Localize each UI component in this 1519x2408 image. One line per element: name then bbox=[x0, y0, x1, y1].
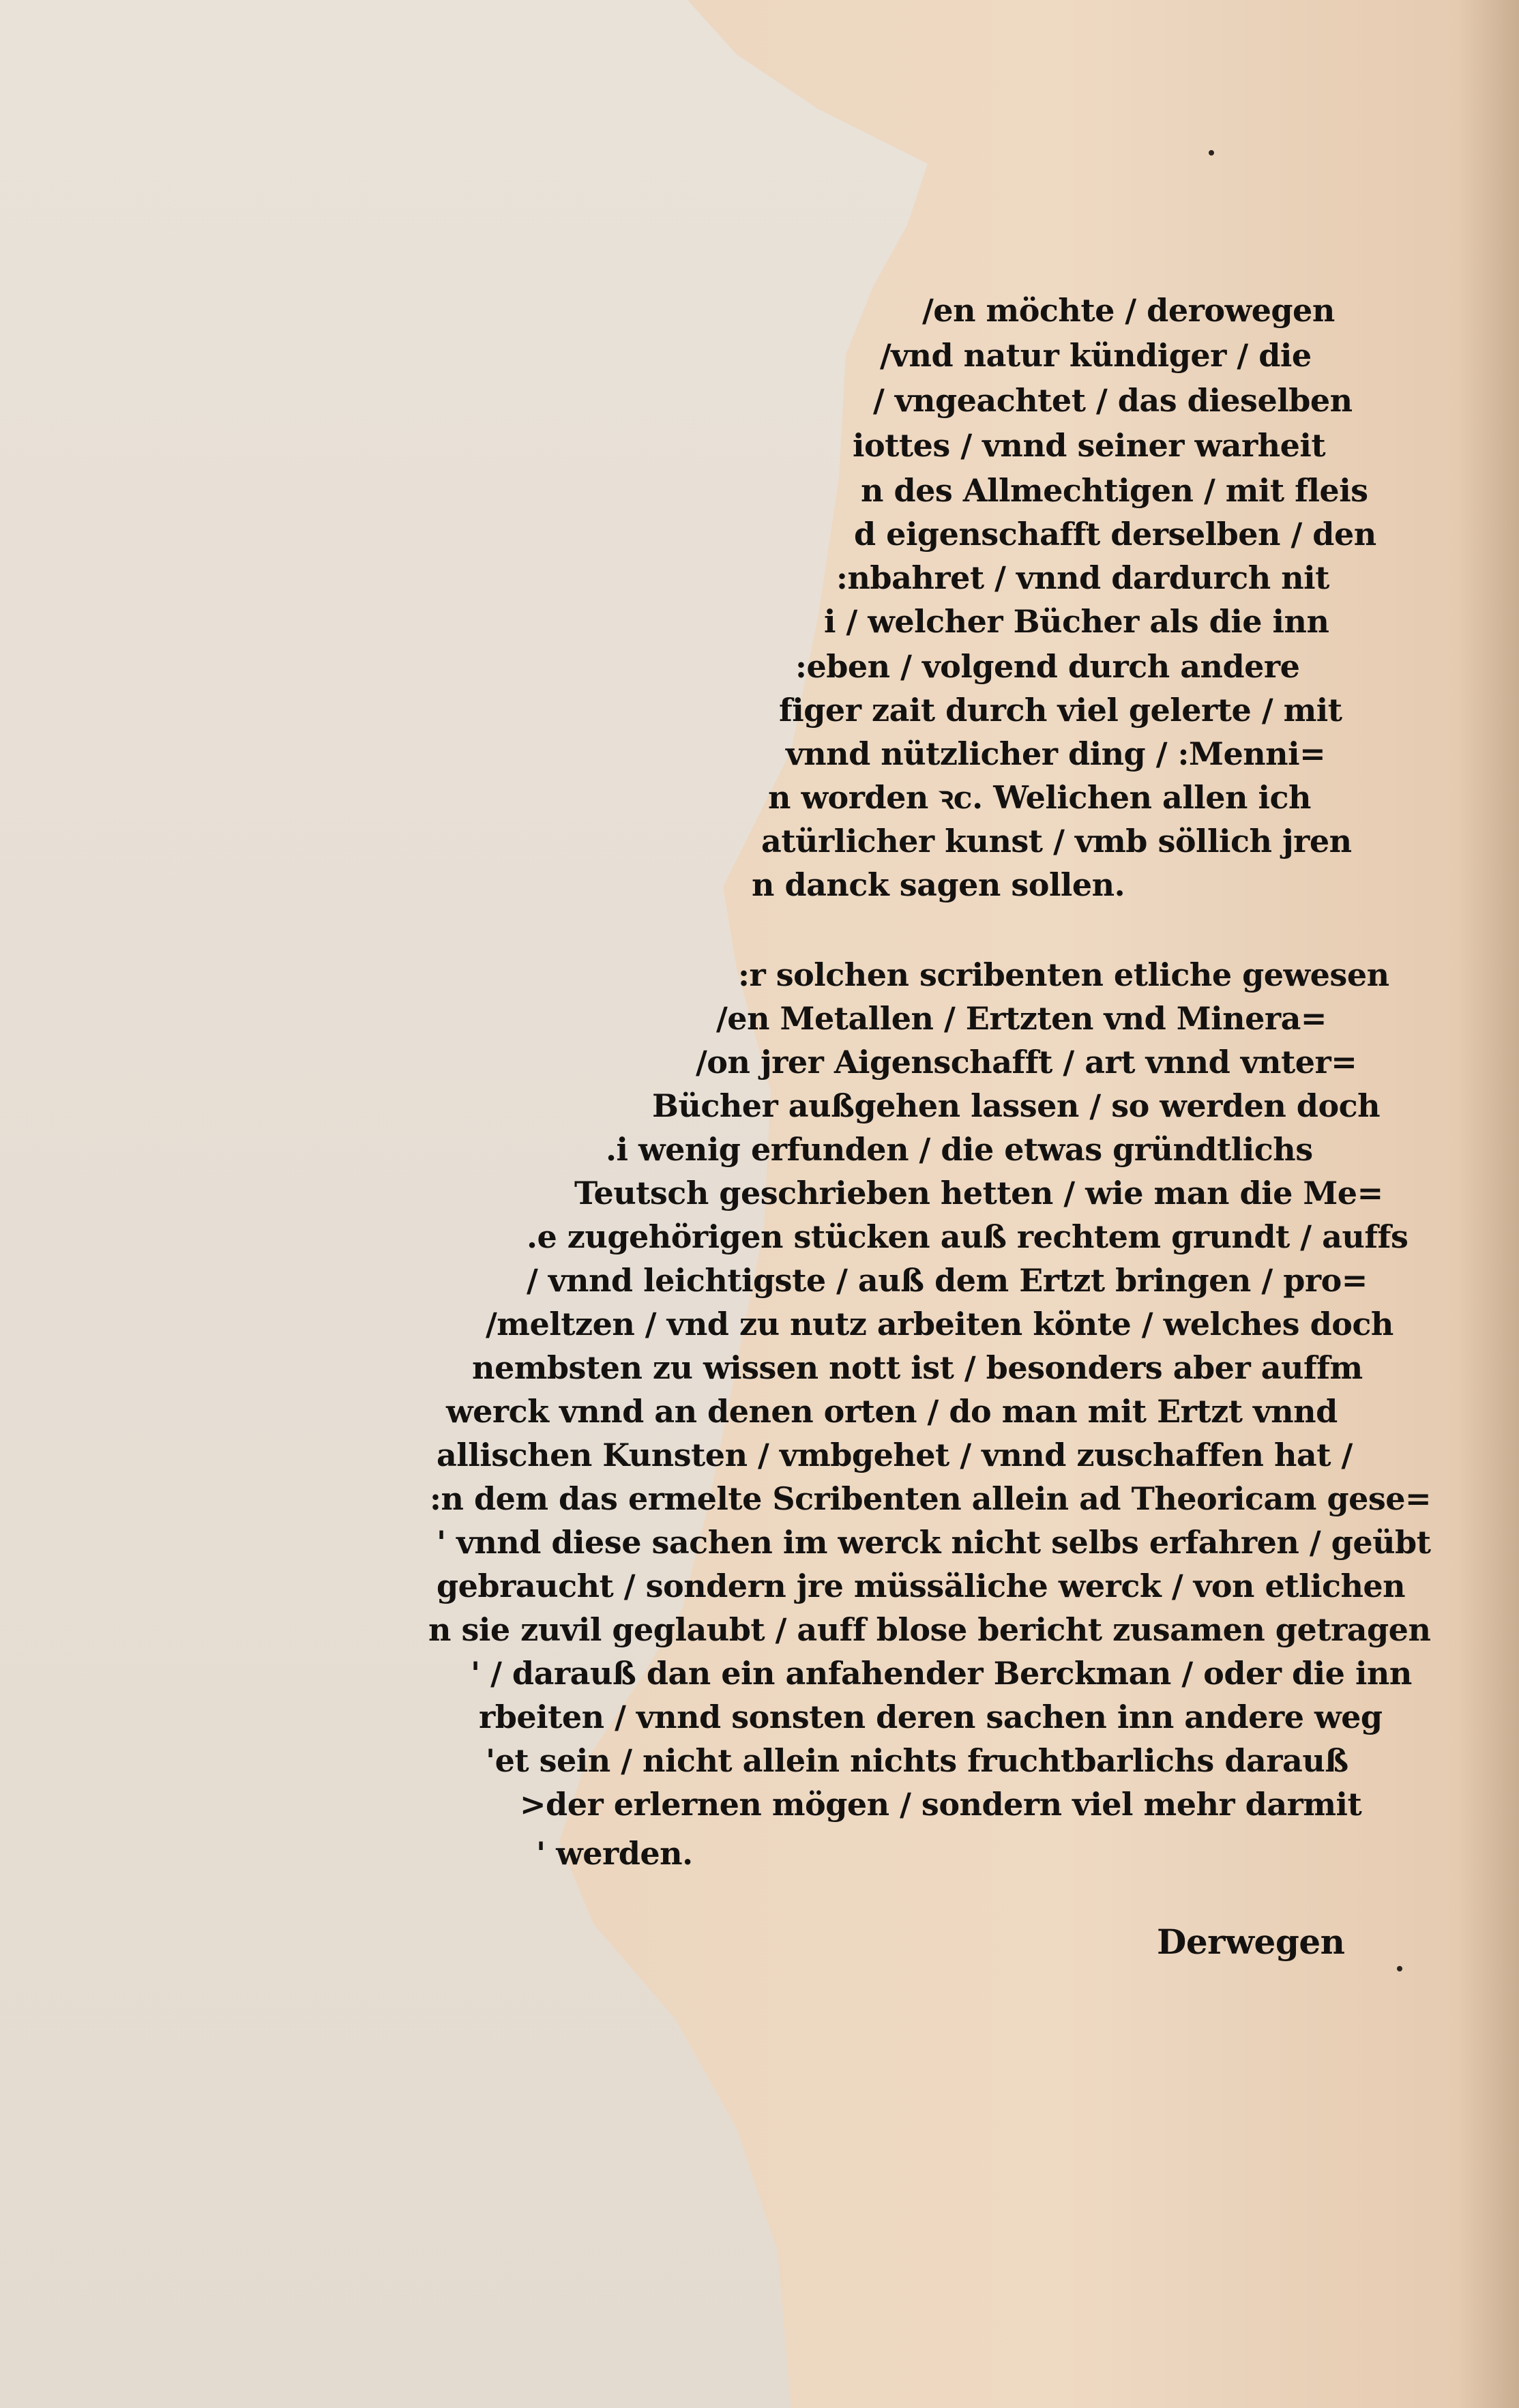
text-line: >der erlernen mögen / sondern viel mehr darmit bbox=[520, 1786, 1362, 1823]
text-line: :nbahret / vnnd dardurch nit bbox=[836, 559, 1329, 596]
text-line: n danck sagen sollen. bbox=[752, 866, 1125, 903]
text-line: vnnd nützlicher ding / :Menni= bbox=[786, 735, 1326, 772]
text-line: :r solchen scribenten etliche gewesen bbox=[738, 956, 1389, 993]
text-line: Bücher außgehen lassen / so werden doch bbox=[652, 1087, 1381, 1124]
text-line: n des Allmechtigen / mit fleis bbox=[861, 472, 1368, 509]
text-line: ' / darauß dan ein anfahender Berckman / oder die inn bbox=[471, 1655, 1412, 1692]
text-line: / vngeachtet / das dieselben bbox=[873, 382, 1353, 419]
text-line: iottes / vnnd seiner warheit bbox=[853, 427, 1326, 464]
text-line: /en Metallen / Ertzten vnd Minera= bbox=[716, 1000, 1327, 1037]
text-line: d eigenschafft derselben / den bbox=[854, 516, 1376, 553]
text-line: Teutsch geschrieben hetten / wie man die Me= bbox=[574, 1175, 1383, 1212]
text-line: .i wenig erfunden / die etwas gründtlichs bbox=[606, 1131, 1313, 1168]
text-line: figer zait durch viel gelerte / mit bbox=[779, 692, 1342, 729]
text-line: allischen Kunsten / vmbgehet / vnnd zuschaffen hat / bbox=[437, 1437, 1353, 1473]
text-line: .e zugehörigen stücken auß rechtem grundt / auffs bbox=[527, 1218, 1409, 1255]
text-line: rbeiten / vnnd sonsten deren sachen inn andere weg bbox=[479, 1699, 1383, 1735]
text-line: /en möchte / derowegen bbox=[922, 292, 1335, 329]
text-line: / vnnd leichtigste / auß dem Ertzt bringen / pro= bbox=[527, 1262, 1368, 1299]
ink-speck bbox=[1397, 1966, 1402, 1971]
text-line: gebraucht / sondern jre müssäliche werck / von etlichen bbox=[437, 1568, 1406, 1604]
text-line: atürlicher kunst / vmb söllich jren bbox=[761, 823, 1352, 860]
text-line: n worden ꝛc. Welichen allen ich bbox=[768, 779, 1311, 816]
text-line: :n dem das ermelte Scribenten allein ad Theoricam gese= bbox=[430, 1480, 1432, 1517]
text-line: nembsten zu wissen nott ist / besonders aber auffm bbox=[472, 1349, 1363, 1386]
text-line: :eben / volgend durch andere bbox=[795, 648, 1300, 685]
text-line: /vnd natur kündiger / die bbox=[880, 337, 1312, 374]
text-line: /on jrer Aigenschafft / art vnnd vnter= bbox=[696, 1044, 1357, 1081]
text-line: ' werden. bbox=[536, 1835, 693, 1872]
text-line: werck vnnd an denen orten / do man mit Ertzt vnnd bbox=[446, 1393, 1338, 1430]
text-line: ' vnnd diese sachen im werck nicht selbs erfahren / geübt bbox=[437, 1524, 1431, 1561]
text-line: /meltzen / vnd zu nutz arbeiten könte / welches doch bbox=[486, 1306, 1393, 1342]
text-line: 'et sein / nicht allein nichts fruchtbarlichs darauß bbox=[486, 1742, 1348, 1779]
catchword: Derwegen bbox=[1157, 1922, 1345, 1962]
ink-speck bbox=[1209, 150, 1214, 156]
text-line: i / welcher Bücher als die inn bbox=[824, 603, 1329, 640]
text-line: n sie zuvil geglaubt / auff blose bericht zusamen getragen bbox=[428, 1611, 1431, 1648]
